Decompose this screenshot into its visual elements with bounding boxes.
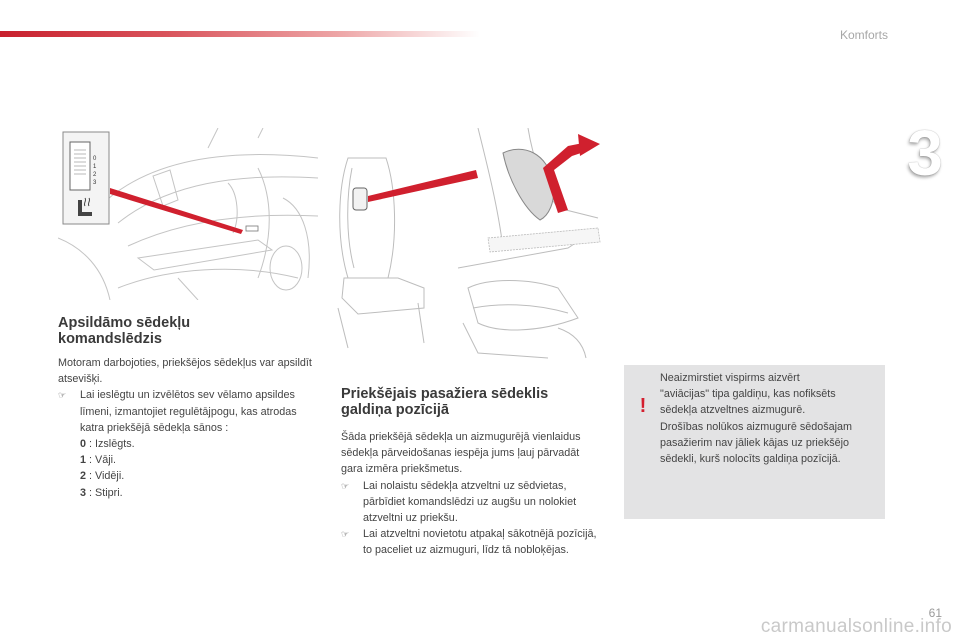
dial-label-0: 0	[93, 156, 97, 162]
table-seat-intro: Šāda priekšējā sēdekļa un aizmugurējā vienlaidus sēdekļa pārveidošanas iespēja jums ļauj pārvadāt gara izmēra priekšmetus.	[341, 431, 581, 476]
heated-seats-body	[58, 355, 320, 501]
table-seat-bullet-1: ☞ Lai nolaistu sēdekļa atzveltni uz sēdvietas, pārbīdiet komandslēdzi uz augšu un nolokiet atzveltni uz priekšu.	[341, 479, 577, 525]
warning-note-text: Neaizmirstiet vispirms aizvērt "aviācijas" tipa galdiņu, kas nofiksēts sēdekļa atzveltnes aizmugurē. Drošības nolūkos aizmugurē sēdošajam pasažierim nav jāliek kājas uz priekšējo sēdekli, kurš nolocīts galdiņa pozīcijā.	[660, 372, 853, 466]
heated-seats-bullet-text: Lai ieslēgtu un izvēlētos sev vēlamo apsildes līmeni, izmantojiet regulētājpogu, kas atrodas katra priekšējā sēdekļa sānos :	[80, 389, 297, 434]
dial-label-1: 1	[93, 164, 97, 170]
heated-seats-title-line1: Apsildāmo sēdekļu	[58, 315, 191, 331]
warning-note-box	[624, 365, 885, 519]
warning-exclamation-icon: !	[639, 395, 647, 417]
heated-seats-title	[58, 315, 308, 347]
heat-level-2: 2 : Vidēji.	[80, 470, 125, 483]
heat-level-1: 1 : Vāji.	[80, 454, 117, 467]
page-number: 61	[928, 606, 942, 620]
heated-seats-title-line2: komandslēdzis	[58, 331, 162, 347]
arrow-bullet-icon: ☞	[341, 480, 350, 491]
heat-level-0: 0 : Izslēgts.	[80, 438, 135, 451]
dial-label-3: 3	[93, 180, 97, 186]
header-accent-bar	[0, 31, 480, 37]
arrow-bullet-icon: ☞	[341, 529, 350, 540]
heated-seat-control-illustration	[58, 128, 318, 300]
table-seat-title-line1: Priekšējais pasažiera sēdeklis	[341, 386, 549, 402]
table-seat-body	[341, 429, 603, 559]
chapter-number: 3	[907, 117, 943, 189]
dial-label-2: 2	[93, 172, 97, 178]
heated-seats-bullet	[58, 387, 320, 436]
watermark: carmanualsonline.info	[760, 616, 952, 637]
table-seat-title-line2: galdiņa pozīcijā	[341, 402, 449, 418]
heated-seats-intro: Motoram darbojoties, priekšējos sēdekļus var apsildīt atsevišķi.	[58, 357, 312, 386]
arrow-bullet-icon: ☞	[58, 390, 67, 401]
section-label: Komforts	[839, 28, 888, 42]
table-seat-title	[341, 386, 611, 418]
table-seat-bullet-2: ☞ Lai atzveltni novietotu atpakaļ sākotnējā pozīcijā, to paceliet uz aizmuguri, līdz tā nobloķējas.	[341, 528, 597, 557]
heat-level-3: 3 : Stipri.	[80, 486, 123, 499]
seat-folding-illustration	[328, 128, 608, 366]
